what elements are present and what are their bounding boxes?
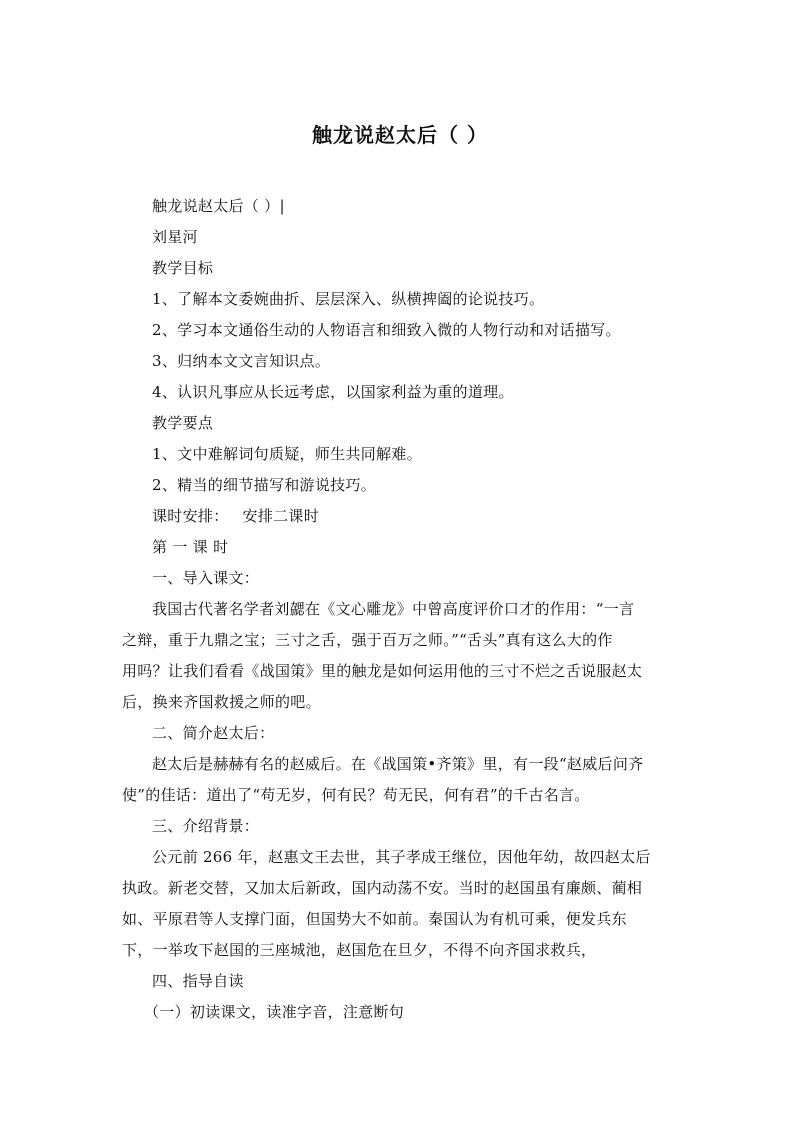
heading-line: 触龙说赵太后（ ）|	[152, 197, 285, 215]
paragraph-line: 下，一举攻下赵国的三座城池，赵国危在旦夕，不得不向齐国求救兵，	[122, 941, 597, 959]
paragraph-line: 公元前 266 年，赵惠文王去世，其子孝成王继位，因他年幼，故四赵太后	[152, 848, 651, 866]
lesson-heading: 第 一 课 时	[152, 538, 229, 556]
schedule-line	[122, 501, 682, 532]
section-heading: 四、指导自读	[152, 972, 244, 990]
objectives-heading: 教学目标	[152, 259, 214, 277]
document-body	[122, 191, 682, 1028]
key-points-heading: 教学要点	[152, 414, 214, 432]
paragraph-line: 用吗？让我们看看《战国策》里的触龙是如何运用他的三寸不烂之舌说服赵太	[122, 662, 643, 680]
document-title: 触龙说赵太后（ ）	[312, 123, 488, 147]
paragraph-line: 使”的佳话：道出了“苟无岁，何有民？苟无民，何有君”的千古名言。	[122, 786, 590, 804]
schedule-value: 安排二课时	[242, 507, 320, 525]
objective-item: 3、归纳本文文言知识点。	[152, 352, 331, 370]
paragraph-line: 执政。新老交替，又加太后新政，国内动荡不安。当时的赵国虽有廉颇、蔺相	[122, 879, 643, 897]
paragraph-line: 我国古代著名学者刘勰在《文心雕龙》中曾高度评价口才的作用：“一言	[152, 600, 635, 618]
section3-paragraph	[122, 842, 682, 966]
key-point-item: 2、精当的细节描写和游说技巧。	[152, 476, 377, 494]
section-subheading: （一）初读课文，读准字音，注意断句	[144, 1003, 405, 1021]
section1-paragraph	[122, 594, 682, 718]
objective-item: 1、了解本文委婉曲折、层层深入、纵横捭阖的论说技巧。	[152, 290, 545, 308]
section2-paragraph	[122, 749, 682, 811]
objective-item: 2、学习本文通俗生动的人物语言和细致入微的人物行动和对话描写。	[152, 321, 621, 339]
section-heading: 三、介绍背景：	[152, 817, 260, 835]
paragraph-line: 如、平原君等人支撑门面，但国势大不如前。秦国认为有机可乘，便发兵东	[122, 910, 627, 928]
paragraph-line: 之辩，重于九鼎之宝；三寸之舌，强于百万之师。”“舌头”真有这么大的作	[122, 631, 613, 649]
paragraph-line: 后，换来齐国救援之师的吧。	[122, 693, 321, 711]
section-heading: 二、简介赵太后：	[152, 724, 275, 742]
paragraph-line: 赵太后是赫赫有名的赵威后。在《战国策•齐策》里，有一段“赵威后问齐	[152, 755, 644, 773]
section-heading: 一、导入课文：	[152, 569, 260, 587]
author: 刘星河	[152, 228, 198, 246]
schedule-label: 课时安排：	[152, 507, 229, 525]
objective-item: 4、认识凡事应从长远考虑，以国家利益为重的道理。	[152, 383, 514, 401]
key-point-item: 1、文中难解词句质疑，师生共同解难。	[152, 445, 422, 463]
